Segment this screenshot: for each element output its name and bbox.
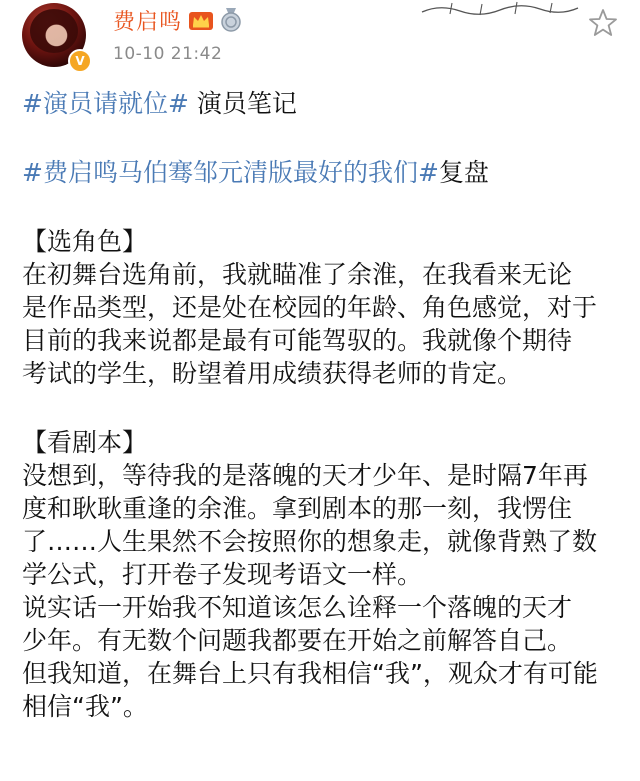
section1-line: 目前的我来说都是最有可能驾驭的。我就像个期待 bbox=[22, 326, 573, 355]
section1-line: 在初舞台选角前，我就瞄准了余淮，在我看来无论 bbox=[22, 260, 573, 289]
post-line-2-text: 复盘 bbox=[438, 158, 489, 187]
section2-line: 相信“我”。 bbox=[22, 692, 148, 721]
username-row bbox=[113, 4, 242, 36]
post-content bbox=[22, 87, 632, 723]
avatar-portrait bbox=[30, 9, 78, 53]
scribble-decoration bbox=[420, 0, 580, 18]
section2-line: 学公式，打开卷子发现考语文一样。 bbox=[22, 560, 423, 589]
post-line-2 bbox=[22, 156, 632, 189]
section2-line: 少年。有无数个问题我都要在开始之前解答自己。 bbox=[22, 626, 573, 655]
section2-line: 但我知道，在舞台上只有我相信“我”，观众才有可能 bbox=[22, 659, 598, 688]
section2-line: 了……人生果然不会按照你的想象走，就像背熟了数 bbox=[22, 527, 598, 556]
username[interactable]: 费启鸣 bbox=[113, 9, 183, 35]
avatar-container[interactable] bbox=[22, 3, 90, 71]
hashtag-link-actor[interactable]: #演员请就位# bbox=[22, 89, 189, 118]
star-icon[interactable] bbox=[588, 8, 618, 38]
section1-line: 考试的学生，盼望着用成绩获得老师的肯定。 bbox=[22, 359, 523, 388]
verified-badge-icon: V bbox=[68, 49, 92, 73]
section1-line: 是作品类型，还是处在校园的年龄、角色感觉，对于 bbox=[22, 293, 598, 322]
crown-icon bbox=[188, 9, 214, 31]
medal-icon bbox=[220, 8, 242, 32]
section2-line: 说实话一开始我不知道该怎么诠释一个落魄的天才 bbox=[22, 593, 573, 622]
section2-line: 没想到，等待我的是落魄的天才少年、是时隔7年再 bbox=[22, 461, 588, 490]
post-timestamp: 10-10 21:42 bbox=[113, 44, 223, 64]
hashtag-link-show[interactable]: #费启鸣马伯骞邹元清版最好的我们# bbox=[22, 158, 439, 187]
section-title-casting: 【选角色】 bbox=[22, 227, 148, 256]
section-title-script: 【看剧本】 bbox=[22, 428, 148, 457]
post-line-1-text: 演员笔记 bbox=[188, 89, 297, 118]
post-line-1 bbox=[22, 87, 632, 120]
section2-line: 度和耿耿重逢的余淮。拿到剧本的那一刻，我愣住 bbox=[22, 494, 573, 523]
